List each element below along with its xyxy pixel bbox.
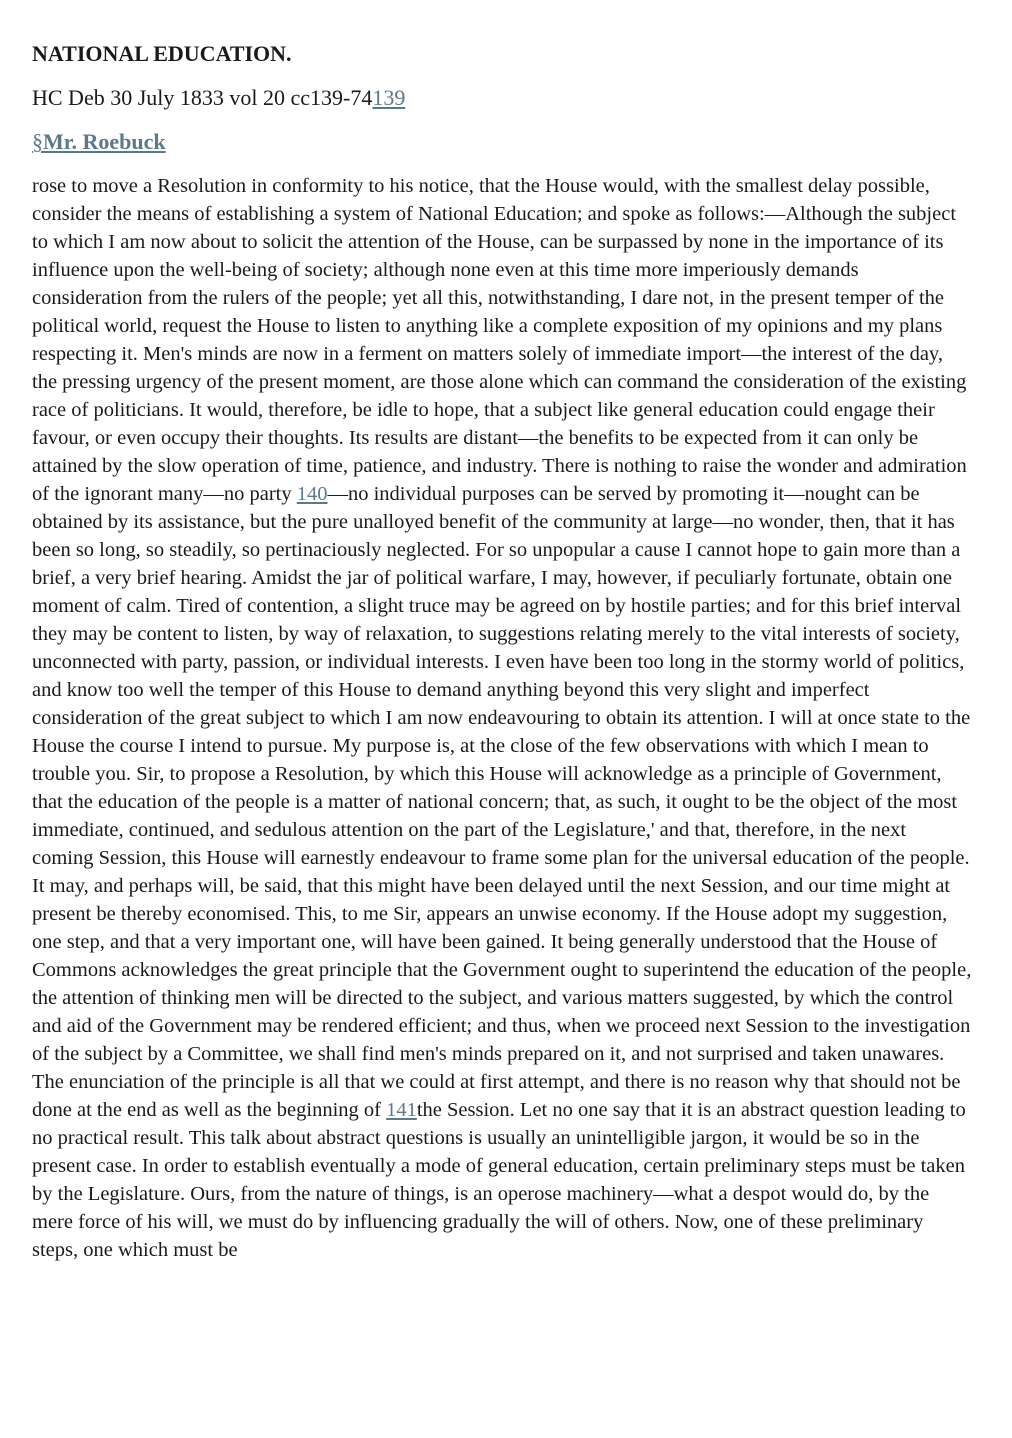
section-mark-link[interactable]: § [32, 129, 43, 154]
page-title: NATIONAL EDUCATION. [32, 41, 292, 66]
hansard-reference [32, 84, 972, 112]
speech-text-part-3: the Session. Let no one say that it is an abstract question leading to no practical result. This talk about abstract questions is usually an unintelligible jargon, it would be so in the present case. In order to establish eventually a mode of general education, certain preliminary steps must be taken by the Legislature. Ours, from the nature of things, is an operose machinery—what a despot would do, by the mere force of his will, we must do by influencing gradually the will of others. Now, one of these preliminary steps, one which must be [32, 1099, 966, 1261]
speech-text-part-2: —no individual purposes can be served by promoting it—nought can be obtained by its assistance, but the pure unalloyed benefit of the community at large—no wonder, then, that it has been so long, so steadily, so pertinaciously neglected. For so unpopular a cause I cannot hope to gain more than a brief, a very brief hearing. Amidst the jar of political warfare, I may, however, if peculiarly fortunate, obtain one moment of calm. Tired of contention, a slight truce may be agreed on by hostile parties; and for this brief interval they may be content to listen, by way of relaxation, to suggestions relating merely to the vital interests of society, unconnected with party, passion, or individual interests. I even have been too long in the stormy world of politics, and know too well the temper of this House to demand anything beyond this very slight and imperfect consideration of the great subject to which I am now endeavouring to obtain its attention. I will at once state to the House the course I intend to pursue. My purpose is, at the close of the few observations with which I mean to trouble you. Sir, to propose a Resolution, by which this House will acknowledge as a principle of Government, that the education of the people is a matter of national concern; that, as such, it ought to be the object of the most immediate, continued, and sedulous attention on the part of the Legislature,' and that, therefore, in the next coming Session, this House will earnestly endeavour to frame some plan for the universal education of the people. It may, and perhaps will, be said, that this might have been delayed until the next Session, and our time might at present be thereby economised. This, to me Sir, appears an unwise economy. If the House adopt my suggestion, one step, and that a very important one, will have been gained. It being generally understood that the House of Commons acknowledges the great principle that the Government ought to superintend the education of the people, the attention of thinking men will be directed to the subject, and various matters suggested, by which the control and aid of the Government may be rendered efficient; and thus, when we proceed next Session to the investigation of the subject by a Committee, we shall find men's minds prepared on it, and not surprised and taken unawares. The enunciation of the principle is all that we could at first attempt, and there is no reason why that should not be done at the end as well as the beginning of [32, 483, 972, 1121]
column-link-141[interactable]: 141 [386, 1099, 417, 1121]
speech-paragraph [32, 172, 972, 1264]
speaker-name-link[interactable]: Mr. Roebuck [43, 129, 166, 154]
speaker-heading [32, 128, 972, 156]
reference-text: HC Deb 30 July 1833 vol 20 cc139-74 [32, 85, 373, 110]
column-link-140[interactable]: 140 [296, 483, 328, 505]
column-link-139[interactable]: 139 [372, 85, 406, 110]
speech-text-part-1: rose to move a Resolution in conformity to his notice, that the House would, with the smallest delay possible, consider the means of establishing a system of National Education; and spoke as follows:—Although the subject to which I am now about to solicit the attention of the House, can be surpassed by none in the importance of its influence upon the well-being of society; although none even at this time more imperiously demands consideration from the rulers of the people; yet all this, notwithstanding, I dare not, in the present temper of the political world, request the House to listen to anything like a complete exposition of my opinions and my plans respecting it. Men's minds are now in a ferment on matters solely of immediate import—the interest of the day, the pressing urgency of the present moment, are those alone which can command the consideration of the existing race of politicians. It would, therefore, be idle to hope, that a subject like general education could engage their favour, or even occupy their thoughts. Its results are distant—the benefits to be expected from it can only be attained by the slow operation of time, patience, and industry. There is nothing to raise the wonder and admiration of the ignorant many—no party [32, 175, 967, 505]
